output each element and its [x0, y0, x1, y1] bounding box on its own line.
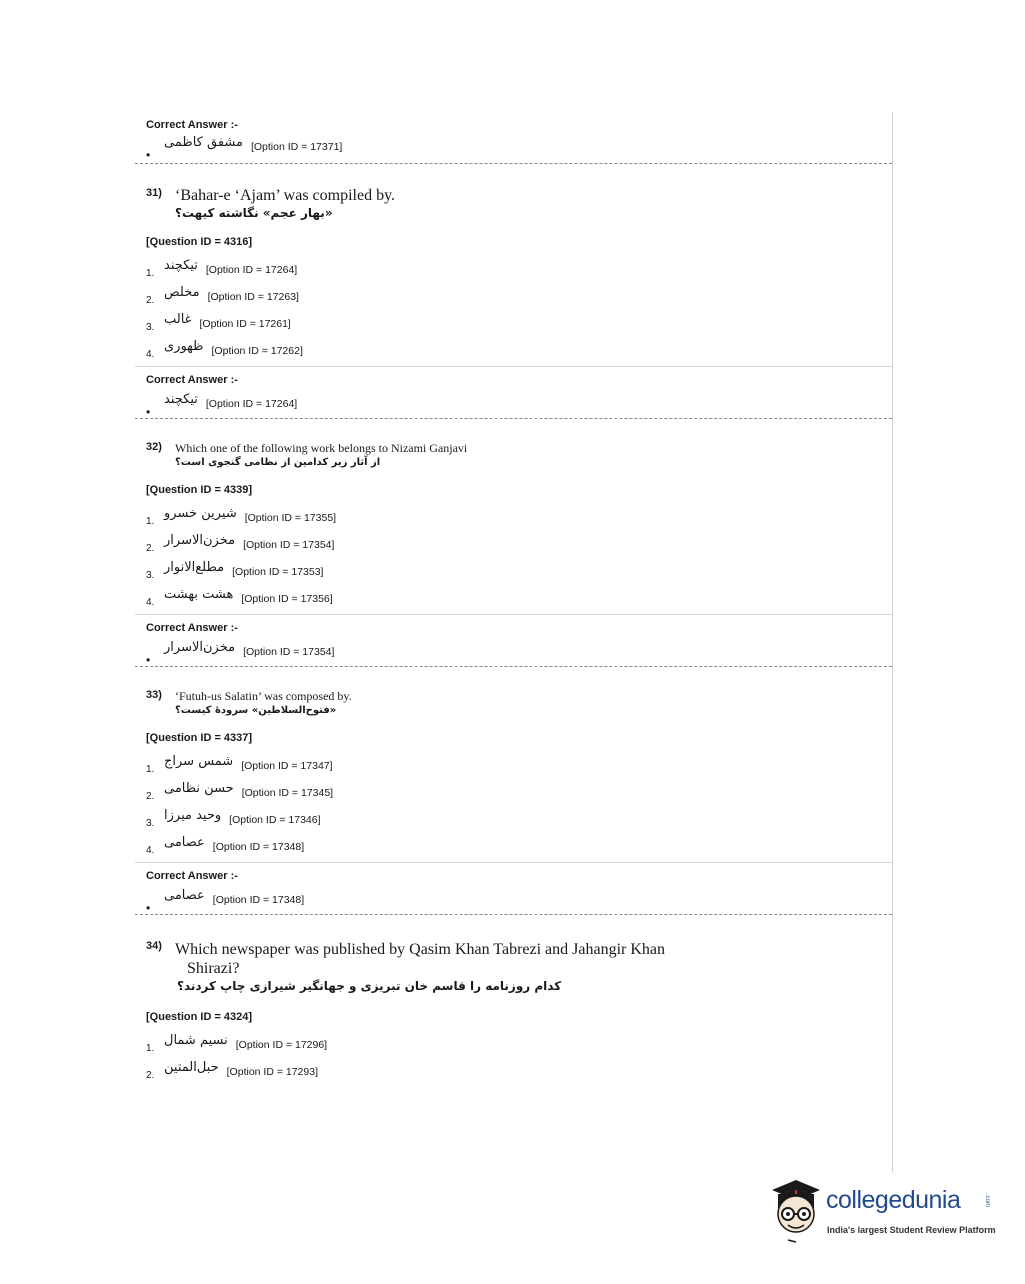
option-id: [Option ID = 17262] [211, 345, 303, 357]
correct-answer-block [135, 367, 892, 419]
option-number: 2. [146, 295, 155, 306]
question-text-en: Which one of the following work belongs to Nizami Ganjavi [175, 441, 468, 455]
option-id: [Option ID = 17354] [243, 539, 335, 551]
bullet-icon: • [146, 405, 151, 419]
bullet-icon: • [146, 653, 151, 667]
question-text-ur: «فتوح‌السلاطین» سرودهٔ کیست؟ [175, 705, 337, 716]
option-number: 4. [146, 349, 155, 360]
option-number: 4. [146, 597, 155, 608]
option-4[interactable] [146, 587, 892, 614]
question-text-ur: «بهار عجم» نگاشته کیهت؟ [175, 206, 333, 220]
correct-answer-block [135, 863, 892, 915]
answer-option-id: [Option ID = 17348] [212, 894, 305, 906]
question-number: 31) [146, 187, 162, 199]
option-1[interactable] [146, 754, 892, 781]
option-urdu: تیکچند [164, 258, 198, 273]
question-34 [135, 915, 892, 1087]
option-urdu: مخلص [164, 285, 200, 300]
question-id: [Question ID = 4339] [146, 484, 253, 496]
option-id: [Option ID = 17261] [199, 318, 291, 330]
option-3[interactable] [146, 560, 892, 587]
option-urdu: شیرین خسرو [164, 506, 237, 521]
mascot-icon [766, 1176, 824, 1246]
option-id: [Option ID = 17356] [241, 593, 333, 605]
question-number: 33) [146, 689, 162, 701]
option-number: 1. [146, 1043, 155, 1054]
option-urdu: عصامی [164, 835, 205, 850]
question-33 [135, 667, 892, 863]
question-text-ur: از آثار زیر کدامین از نظامی گنجوی است؟ [175, 457, 381, 468]
option-1[interactable] [146, 258, 892, 285]
option-2[interactable] [146, 781, 892, 808]
question-text-en: ‘Bahar-e ‘Ajam’ was compiled by. [175, 187, 396, 204]
brand-name: collegedunia [826, 1186, 961, 1214]
question-text-en-cont: Shirazi? [187, 960, 240, 977]
option-id: [Option ID = 17355] [244, 512, 337, 524]
correct-answer-block [135, 112, 892, 164]
answer-option-id: [Option ID = 17264] [205, 398, 298, 410]
answer-option-id: [Option ID = 17354] [243, 646, 335, 658]
option-4[interactable] [146, 339, 892, 366]
correct-answer-label: Correct Answer :- [146, 119, 238, 131]
question-id: [Question ID = 4316] [146, 236, 253, 248]
option-3[interactable] [146, 808, 892, 835]
option-2[interactable] [146, 533, 892, 560]
option-number: 1. [146, 268, 155, 279]
option-id: [Option ID = 17348] [212, 841, 305, 853]
collegedunia-logo[interactable] [766, 1176, 996, 1246]
option-2[interactable] [146, 285, 892, 312]
option-number: 3. [146, 818, 155, 829]
question-text-ur: کدام روزنامه را قاسم خان تبریزی و جهانگیر شیرازی چاپ کردند؟ [177, 979, 562, 993]
bullet-icon: • [146, 148, 151, 162]
option-number: 1. [146, 764, 155, 775]
option-number: 2. [146, 543, 155, 554]
question-text-en: Which newspaper was published by Qasim Khan Tabrezi and Jahangir Khan [175, 941, 665, 958]
option-urdu: مخزن‌الاسرار [164, 533, 236, 548]
option-4[interactable] [146, 835, 892, 862]
option-1[interactable] [146, 506, 892, 533]
brand-tagline: India's largest Student Review Platform [827, 1225, 996, 1235]
answer-urdu: تیکچند [164, 392, 198, 407]
answer-urdu: مشفق کاظمی [164, 135, 243, 150]
question-31 [135, 164, 892, 367]
option-urdu: شمس سراج [164, 754, 234, 769]
option-number: 4. [146, 845, 155, 856]
option-urdu: وحید میرزا [164, 808, 222, 823]
option-urdu: مطلع‌الانوار [164, 560, 225, 575]
option-2[interactable] [146, 1060, 892, 1087]
answer-urdu: عصامی [164, 888, 205, 903]
option-urdu: غالب [164, 312, 192, 327]
option-id: [Option ID = 17353] [232, 566, 324, 578]
question-number: 32) [146, 441, 162, 453]
option-number: 2. [146, 791, 155, 802]
option-urdu: حبل‌المتین [164, 1060, 219, 1075]
option-id: [Option ID = 17296] [235, 1039, 328, 1051]
option-number: 1. [146, 516, 155, 527]
question-32 [135, 419, 892, 615]
option-id: [Option ID = 17263] [207, 291, 299, 303]
question-sheet [135, 112, 893, 1172]
correct-answer-block [135, 615, 892, 667]
question-id: [Question ID = 4337] [146, 732, 253, 744]
option-3[interactable] [146, 312, 892, 339]
option-1[interactable] [146, 1033, 892, 1060]
option-id: [Option ID = 17293] [226, 1066, 318, 1078]
option-urdu: هشت بهشت [164, 587, 234, 602]
correct-answer-label: Correct Answer :- [146, 870, 238, 882]
option-urdu: حسن نظامی [164, 781, 234, 796]
option-urdu: نسیم شمال [164, 1033, 228, 1048]
brand-suffix: .com [984, 1194, 990, 1208]
correct-answer-label: Correct Answer :- [146, 374, 238, 386]
option-id: [Option ID = 17345] [241, 787, 334, 799]
bullet-icon: • [146, 901, 151, 915]
option-id: [Option ID = 17346] [229, 814, 321, 826]
option-number: 3. [146, 322, 155, 333]
option-urdu: ظهوری [164, 339, 204, 354]
question-number: 34) [146, 940, 162, 952]
option-id: [Option ID = 17264] [205, 264, 298, 276]
question-text-en: ‘Futuh-us Salatin’ was composed by. [175, 689, 352, 703]
answer-urdu: مخزن‌الاسرار [164, 640, 236, 655]
option-number: 2. [146, 1070, 155, 1081]
option-id: [Option ID = 17347] [241, 760, 333, 772]
correct-answer-label: Correct Answer :- [146, 622, 238, 634]
option-number: 3. [146, 570, 155, 581]
answer-option-id: [Option ID = 17371] [250, 141, 343, 153]
question-id: [Question ID = 4324] [146, 1011, 253, 1023]
